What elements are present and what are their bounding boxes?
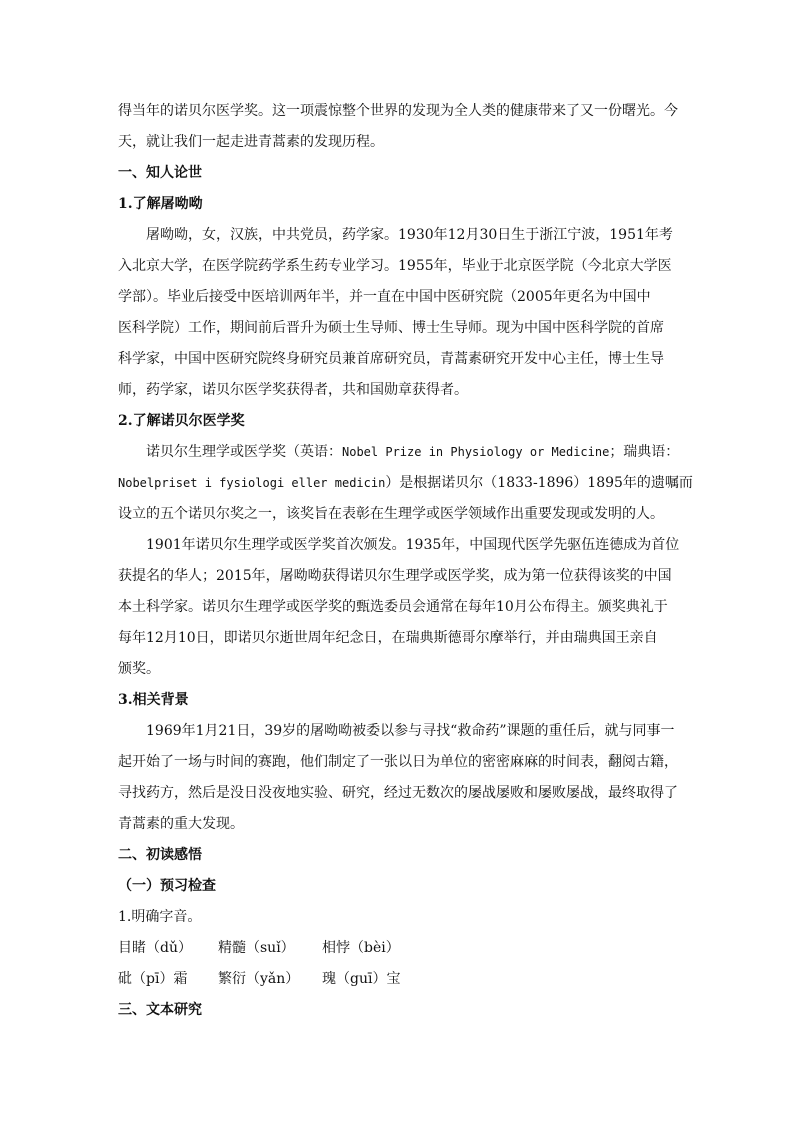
paragraph-line: 科学家，中国中医研究院终身研究员兼首席研究员，青蒿素研究开发中心主任，博士生导 xyxy=(118,351,664,367)
subheading-nobel-prize: 2.了解诺贝尔医学奖 xyxy=(118,413,245,429)
text-run: 诺贝尔生理学或医学奖（英语： xyxy=(146,444,342,460)
pinyin-word: 瑰（guī）宝 xyxy=(322,971,401,987)
paragraph-line: 1901年诺贝尔生理学或医学奖首次颁发。1935年，中国现代医学先驱伍连德成为首位 xyxy=(146,537,680,553)
english-term: Nobel Prize in Physiology or Medicine xyxy=(342,445,610,459)
paragraph-line: 本土科学家。诺贝尔生理学或医学奖的甄选委员会通常在每年10月公布得主。颁奖典礼于 xyxy=(118,599,668,615)
pinyin-word: 繁衍（yǎn） xyxy=(218,971,300,987)
subheading-preview-check: （一）预习检查 xyxy=(118,878,216,894)
paragraph-line: 起开始了一场与时间的赛跑，他们制定了一张以日为单位的密密麻麻的时间表，翻阅古籍， xyxy=(118,754,678,770)
paragraph-line: 寻找药方，然后是没日没夜地实验、研究，经过无数次的屡战屡败和屡败屡战，最终取得了 xyxy=(118,785,678,801)
pinyin-word: 相悖（bèi） xyxy=(322,940,400,956)
section-heading-2: 二、初读感悟 xyxy=(118,847,202,863)
paragraph-line: 入北京大学，在医学院药学系生药专业学习。1955年，毕业于北京医学院（今北京大学医 xyxy=(118,258,672,274)
paragraph-line: 1969年1月21日，39岁的屠呦呦被委以参与寻找“救命药”课题的重任后，就与同事一 xyxy=(146,723,675,739)
pinyin-row-2 xyxy=(118,964,678,995)
paragraph-line: 每年12月10日，即诺贝尔逝世周年纪念日，在瑞典斯德哥尔摩举行，并由瑞典国王亲自 xyxy=(118,630,658,646)
subheading-tu-youyou: 1.了解屠呦呦 xyxy=(118,196,203,212)
pinyin-word: 目睹（dǔ） xyxy=(118,940,192,956)
swedish-term: Nobelpriset i fysiologi eller medicin xyxy=(118,476,386,490)
subheading-background: 3.相关背景 xyxy=(118,692,189,708)
item-pronunciation: 1.明确字音。 xyxy=(118,909,202,925)
paragraph-line xyxy=(118,468,693,499)
intro-line-1: 得当年的诺贝尔医学奖。这一项震惊整个世界的发现为全人类的健康带来了又一份曙光。今 xyxy=(118,103,678,119)
section-heading-1: 一、知人论世 xyxy=(118,165,202,181)
paragraph-line: 颁奖。 xyxy=(118,661,160,677)
text-run: ；瑞典语： xyxy=(609,444,680,460)
paragraph-line: 青蒿素的重大发现。 xyxy=(118,816,244,832)
paragraph-line: 师，药学家，诺贝尔医学奖获得者，共和国勋章获得者。 xyxy=(118,382,468,398)
paragraph-line: 屠呦呦，女，汉族，中共党员，药学家。1930年12月30日生于浙江宁波，1951年考 xyxy=(146,227,673,243)
paragraph-line: 获提名的华人；2015年，屠呦呦获得诺贝尔生理学或医学奖，成为第一位获得该奖的中国 xyxy=(118,568,672,584)
paragraph-line: 设立的五个诺贝尔奖之一，该奖旨在表彰在生理学或医学领域作出重要发现或发明的人。 xyxy=(118,506,664,522)
document-page xyxy=(118,96,693,1026)
pinyin-word: 砒（pī）霜 xyxy=(118,971,188,987)
pinyin-row-1 xyxy=(118,933,678,964)
paragraph-line xyxy=(118,437,678,468)
paragraph-line: 学部）。毕业后接受中医培训两年半，并一直在中国中医研究院（2005年更名为中国中 xyxy=(118,289,651,305)
paragraph-line: 医科学院）工作，期间前后晋升为硕士生导师、博士生导师。现为中国中医科学院的首席 xyxy=(118,320,664,336)
text-run: ）是根据诺贝尔（1833-1896）1895年的遗嘱而 xyxy=(385,475,693,491)
intro-line-2: 天，就让我们一起走进青蒿素的发现历程。 xyxy=(118,134,384,150)
section-heading-3: 三、文本研究 xyxy=(118,1002,202,1018)
pinyin-word: 精髓（suǐ） xyxy=(218,940,295,956)
